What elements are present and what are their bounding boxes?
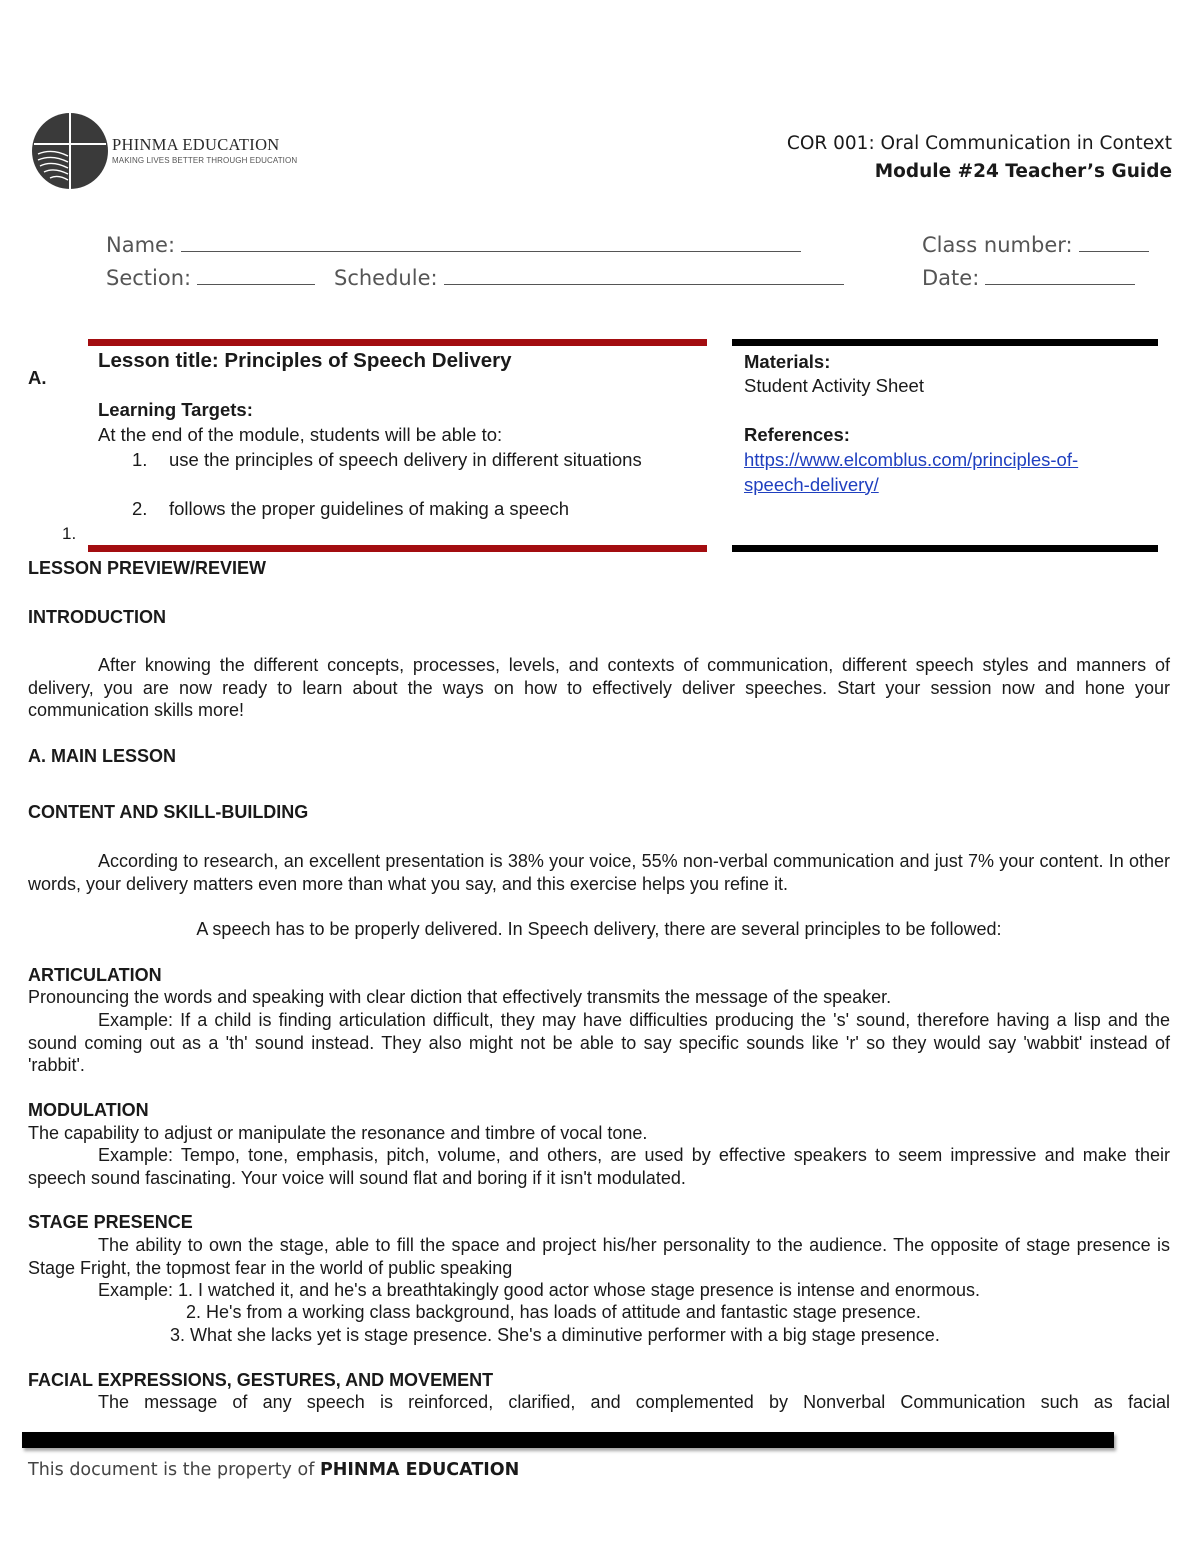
schedule-label: Schedule: (334, 266, 438, 290)
logo-emblem-icon (30, 110, 110, 192)
articulation-definition: Pronouncing the words and speaking with clear diction that effectively transmits the message of the speaker. (28, 987, 892, 1007)
class-number-blank[interactable] (1079, 232, 1149, 252)
footer-owner: PHINMA EDUCATION (319, 1460, 520, 1480)
target-number-1: 1. (132, 449, 148, 470)
date-blank[interactable] (985, 265, 1135, 285)
logo-name: PHINMA EDUCATION (112, 135, 280, 154)
research-paragraph: According to research, an excellent presentation is 38% your voice, 55% non-verbal communication and just 7% your content. In other words, your delivery matters even more than what you say, and this exercise helps you refine it. (28, 851, 1170, 894)
reference-link-line-1[interactable]: https://www.elcomblus.com/principles-of- (744, 449, 1079, 470)
name-label: Name: (106, 233, 176, 257)
class-number-field[interactable] (922, 232, 1149, 257)
modulation-heading: MODULATION (28, 1100, 149, 1120)
date-label: Date: (922, 266, 980, 290)
main-lesson-heading: A. MAIN LESSON (28, 746, 177, 766)
facial-expressions-text: The message of any speech is reinforced, clarified, and complemented by Nonverbal Communication such as facial (98, 1392, 1170, 1412)
modulation-definition: The capability to adjust or manipulate the resonance and timbre of vocal tone. (28, 1123, 648, 1143)
lesson-box-bottom-bar (88, 545, 707, 552)
stage-example-2: 2. He's from a working class background, has loads of attitude and fantastic stage presence. (186, 1302, 921, 1322)
class-number-label: Class number: (922, 233, 1073, 257)
stage-example-1: Example: 1. I watched it, and he's a breathtakingly good actor whose stage presence is intense and enormous. (98, 1280, 980, 1300)
target-text-2: follows the proper guidelines of making a speech (169, 498, 570, 519)
principles-intro: A speech has to be properly delivered. In Speech delivery, there are several principles to be followed: (196, 919, 1002, 939)
course-title: COR 001: Oral Communication in Context (786, 133, 1172, 154)
section-label: Section: (106, 266, 192, 290)
name-field[interactable] (106, 232, 801, 257)
articulation-example: Example: If a child is finding articulation difficult, they may have difficulties producing the 's' sound, therefore having a lisp and the sound coming out as a 'th' sound instead. They also might not be able to say specific sounds like 'r' so they would say 'wabbit' instead of 'rabbit'. (28, 1010, 1170, 1075)
facial-expressions-heading: FACIAL EXPRESSIONS, GESTURES, AND MOVEMENT (28, 1370, 494, 1390)
footer-bar (22, 1432, 1114, 1448)
section-blank[interactable] (197, 265, 315, 285)
stage-presence-definition: The ability to own the stage, able to fill the space and project his/her personality to the audience. The opposite of stage presence is Stage Fright, the topmost fear in the world of public speaking (28, 1235, 1170, 1278)
materials-box-bottom-bar (732, 545, 1158, 552)
date-field[interactable] (922, 265, 1135, 290)
introduction-paragraph: After knowing the different concepts, processes, levels, and contexts of communication, different speech styles and manners of delivery, you are now ready to learn about the ways on how to effectively deliver speeches. Start your session now and hone your communication skills more! (28, 655, 1170, 720)
materials-text: Student Activity Sheet (744, 375, 924, 396)
introduction-heading: INTRODUCTION (28, 607, 166, 627)
materials-box-top-bar (732, 339, 1158, 346)
section-letter: A. (28, 367, 47, 388)
footer-text (28, 1460, 519, 1480)
schedule-blank[interactable] (444, 265, 844, 285)
materials-heading: Materials: (744, 351, 831, 372)
content-skill-building-heading: CONTENT AND SKILL-BUILDING (28, 802, 309, 822)
section-field[interactable] (106, 265, 315, 290)
lesson-box-top-bar (88, 339, 707, 346)
module-title: Module #24 Teacher’s Guide (874, 161, 1172, 182)
footer-prefix: This document is the property of (28, 1460, 315, 1480)
learning-targets-intro: At the end of the module, students will be able to: (98, 424, 503, 445)
preview-heading: LESSON PREVIEW/REVIEW (28, 558, 267, 578)
articulation-heading: ARTICULATION (28, 965, 162, 985)
logo-tagline: MAKING LIVES BETTER THROUGH EDUCATION (112, 156, 298, 165)
target-text-1: use the principles of speech delivery in different situations (169, 449, 642, 470)
stray-list-number: 1. (62, 524, 77, 543)
stage-example-3: 3. What she lacks yet is stage presence. She's a diminutive performer with a big stage presence. (170, 1325, 940, 1345)
name-blank[interactable] (181, 232, 801, 252)
reference-link[interactable] (744, 448, 1078, 497)
schedule-field[interactable] (334, 265, 844, 290)
references-heading: References: (744, 424, 850, 445)
target-number-2: 2. (132, 498, 148, 519)
lesson-title: Lesson title: Principles of Speech Delivery (98, 349, 512, 372)
reference-link-line-2[interactable]: speech-delivery/ (744, 473, 879, 495)
stage-presence-heading: STAGE PRESENCE (28, 1212, 193, 1232)
modulation-example: Example: Tempo, tone, emphasis, pitch, volume, and others, are used by effective speakers to seem impressive and make their speech sound fascinating. Your voice will sound flat and boring if it isn't modulated. (28, 1145, 1170, 1188)
learning-targets-heading: Learning Targets: (98, 399, 253, 420)
